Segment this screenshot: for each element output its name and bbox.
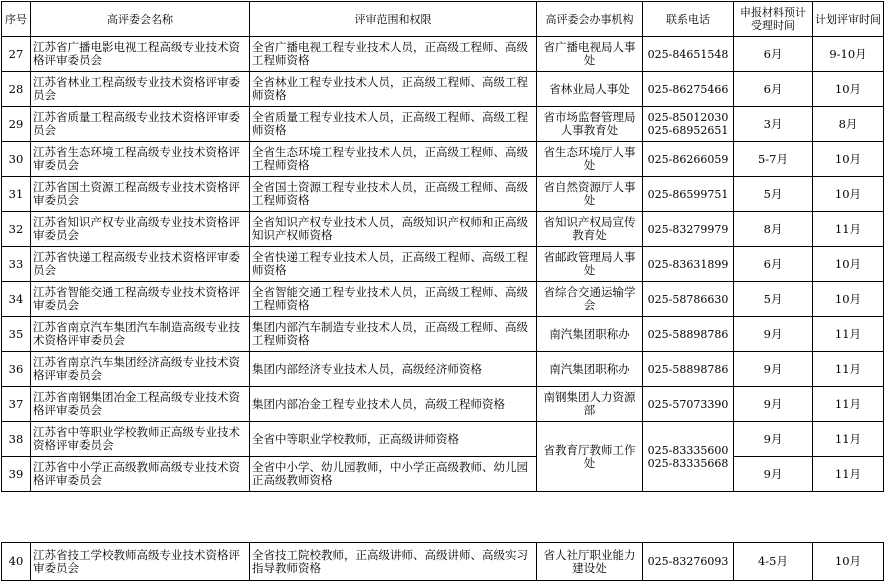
committee-name: 江苏省南钢集团冶金工程高级专业技术资格评审委员会 [31,387,250,422]
apply-time: 9月 [734,352,813,387]
apply-time: 5月 [734,282,813,317]
header-row [2,2,884,37]
office: 省生态环境厅人事处 [537,142,643,177]
apply-time: 6月 [734,37,813,72]
apply-time: 8月 [734,212,813,247]
phone: 025-57073390 [643,387,734,422]
table-row [2,543,884,581]
scope: 全省技工院校教师，正高级讲师、高级讲师、高级实习指导教师资格 [250,543,537,581]
review-time: 10月 [813,282,884,317]
review-time: 9-10月 [813,37,884,72]
apply-time: 5月 [734,177,813,212]
committee-name: 江苏省智能交通工程高级专业技术资格评审委员会 [31,282,250,317]
scope: 全省林业工程专业技术人员，正高级工程师、高级工程师资格 [250,72,537,107]
committee-name: 江苏省国土资源工程高级专业技术资格评审委员会 [31,177,250,212]
scope: 全省质量工程专业技术人员，正高级工程师、高级工程师资格 [250,107,537,142]
table-row [2,282,884,317]
table-row [2,72,884,107]
review-time: 11月 [813,317,884,352]
committee-name: 江苏省质量工程高级专业技术资格评审委员会 [31,107,250,142]
row-number: 35 [2,317,31,352]
phone: 025-83279979 [643,212,734,247]
table-row [2,457,884,492]
table-row [2,212,884,247]
committee-name: 江苏省中等职业学校教师正高级专业技术资格评审委员会 [31,422,250,457]
office: 南汽集团职称办 [537,352,643,387]
row-number: 37 [2,387,31,422]
committee-name: 江苏省南京汽车集团汽车制造高级专业技术资格评审委员会 [31,317,250,352]
apply-time: 3月 [734,107,813,142]
phone: 025-58898786 [643,317,734,352]
row-number: 27 [2,37,31,72]
scope: 全省智能交通工程专业技术人员，正高级工程师、高级工程师资格 [250,282,537,317]
apply-time: 9月 [734,387,813,422]
review-time: 11月 [813,352,884,387]
scope: 全省国土资源工程专业技术人员，正高级工程师、高级工程师资格 [250,177,537,212]
table-row [2,352,884,387]
review-time: 11月 [813,212,884,247]
office: 省广播电视局人事处 [537,37,643,72]
review-time: 11月 [813,387,884,422]
row-number: 30 [2,142,31,177]
committee-name: 江苏省技工学校教师高级专业技术资格评审委员会 [31,543,250,581]
committee-name: 江苏省快递工程高级专业技术资格评审委员会 [31,247,250,282]
committee-name: 江苏省南京汽车集团经济高级专业技术资格评审委员会 [31,352,250,387]
header-review-time: 计划评审时间 [813,2,884,37]
office: 省林业局人事处 [537,72,643,107]
apply-time: 9月 [734,422,813,457]
scope: 全省广播电视工程专业技术人员，正高级工程师、高级工程师资格 [250,37,537,72]
apply-time: 9月 [734,317,813,352]
office: 南汽集团职称办 [537,317,643,352]
header-apply-time: 申报材料预计受理时间 [734,2,813,37]
row-number: 32 [2,212,31,247]
qualification-table-continued [1,542,884,581]
scope: 集团内部汽车制造专业技术人员，正高级工程师、高级工程师资格 [250,317,537,352]
phone: 025-86266059 [643,142,734,177]
scope: 全省中小学、幼儿园教师，中小学正高级教师、幼儿园正高级教师资格 [250,457,537,492]
committee-name: 江苏省知识产权专业高级专业技术资格评审委员会 [31,212,250,247]
row-number: 34 [2,282,31,317]
row-number: 39 [2,457,31,492]
apply-time: 9月 [734,457,813,492]
table-row [2,107,884,142]
scope: 集团内部经济专业技术人员，高级经济师资格 [250,352,537,387]
office: 省人社厅职业能力建设处 [537,543,643,581]
scope: 全省生态环境工程专业技术人员，正高级工程师、高级工程师资格 [250,142,537,177]
table-row [2,387,884,422]
review-time: 10月 [813,72,884,107]
office: 南钢集团人力资源部 [537,387,643,422]
review-time: 11月 [813,422,884,457]
review-time: 8月 [813,107,884,142]
scope: 全省中等职业学校教师，正高级讲师资格 [250,422,537,457]
office: 省综合交通运输学会 [537,282,643,317]
apply-time: 4-5月 [734,543,813,581]
scope: 集团内部冶金工程专业技术人员，高级工程师资格 [250,387,537,422]
phone: 025-83631899 [643,247,734,282]
apply-time: 6月 [734,247,813,282]
row-number: 28 [2,72,31,107]
header-name: 高评委会名称 [31,2,250,37]
committee-name: 江苏省中小学正高级教师高级专业技术资格评审委员会 [31,457,250,492]
review-time: 10月 [813,142,884,177]
office: 省知识产权局宣传教育处 [537,212,643,247]
scope: 全省快递工程专业技术人员，正高级工程师、高级工程师资格 [250,247,537,282]
phone: 025-85012030 025-68952651 [643,107,734,142]
phone: 025-86599751 [643,177,734,212]
committee-name: 江苏省广播电影电视工程高级专业技术资格评审委员会 [31,37,250,72]
committee-name: 江苏省林业工程高级专业技术资格评审委员会 [31,72,250,107]
phone: 025-83276093 [643,543,734,581]
header-scope: 评审范围和权限 [250,2,537,37]
review-time: 10月 [813,177,884,212]
office: 省市场监督管理局人事教育处 [537,107,643,142]
review-time: 11月 [813,457,884,492]
row-number: 36 [2,352,31,387]
committee-name: 江苏省生态环境工程高级专业技术资格评审委员会 [31,142,250,177]
row-number: 29 [2,107,31,142]
phone: 025-83335600 025-83335668 [643,422,734,492]
header-office: 高评委会办事机构 [537,2,643,37]
row-number: 33 [2,247,31,282]
table-row [2,422,884,457]
table-row [2,247,884,282]
table-row [2,142,884,177]
scope: 全省知识产权专业技术人员，高级知识产权师和正高级知识产权师资格 [250,212,537,247]
phone: 025-58898786 [643,352,734,387]
review-time: 10月 [813,247,884,282]
qualification-table [1,1,884,492]
table-row [2,37,884,72]
review-time: 10月 [813,543,884,581]
apply-time: 5-7月 [734,142,813,177]
apply-time: 6月 [734,72,813,107]
phone: 025-84651548 [643,37,734,72]
phone: 025-58786630 [643,282,734,317]
table-row [2,177,884,212]
header-no: 序号 [2,2,31,37]
office: 省教育厅教师工作处 [537,422,643,492]
row-number: 38 [2,422,31,457]
row-number: 31 [2,177,31,212]
office: 省邮政管理局人事处 [537,247,643,282]
table-row [2,317,884,352]
row-number: 40 [2,543,31,581]
office: 省自然资源厅人事处 [537,177,643,212]
phone: 025-86275466 [643,72,734,107]
header-phone: 联系电话 [643,2,734,37]
